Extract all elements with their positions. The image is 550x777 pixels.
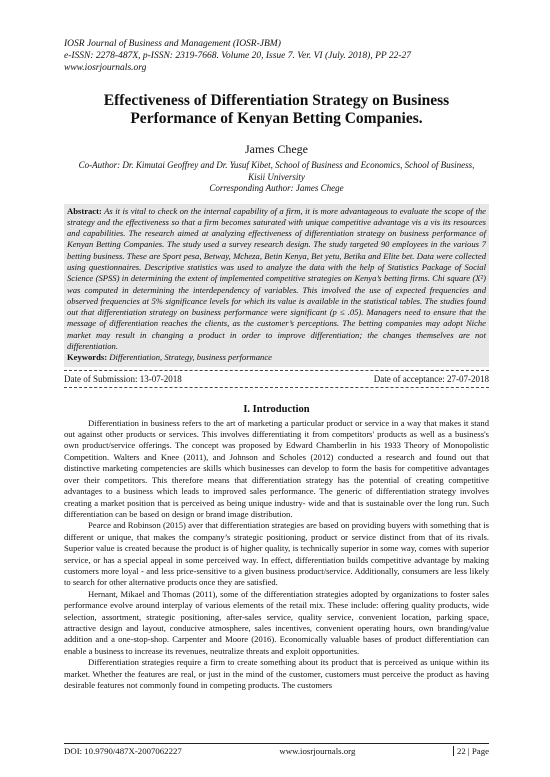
journal-site[interactable]: www.iosrjournals.org xyxy=(64,63,147,73)
paper-author: James Chege xyxy=(245,142,308,156)
journal-name: IOSR Journal of Business and Management (IOSR-JBM) xyxy=(64,39,281,49)
footer-page-number: 22 | Page xyxy=(453,746,489,756)
dates-row xyxy=(64,374,489,384)
paper-page xyxy=(64,38,489,691)
body-paragraph: Hernant, Mikael and Thomas (2011), some of the differentiation strategies adopted by organizations to foster sales performance evolve around interplay of various elements of the retail mix. These include: offering quality products, wide selection, assortment, strategic positioning, after-sales service, quality service, convenient location, parking space, attractive design and layout, conducive atmosphere, sales incentives, convenient operating hours, own branding/value addition and a one-stop-shop. Carpenter and Moore (2016). Economically valuable bases of product differentiation can enable a business to increase its revenues, neutralize threats and exploit opportunities. xyxy=(64,588,489,656)
footer-site[interactable]: www.iosrjournals.org xyxy=(279,746,356,756)
journal-header xyxy=(64,38,489,74)
body-paragraph: Differentiation strategies require a firm to create something about its product that is perceived as unique within its market. Whether the features are real, or just in the mind of the customer, customers must perceive the product as having desirable features not commonly found in competing products. The customers xyxy=(64,657,489,690)
abstract-text: As it is vital to check on the internal capability of a firm, it is more advantageous to evaluate the scope of the strategy and the effectiveness so that a firm becomes saturated with unique competitive advantage vis a vis its resources and capabilities. The research aimed at analyzing effectiveness of differentiation strategy on business performance of Kenyan Betting Companies. The study used a survey research design. The study targeted 90 employees in the various 7 betting business. These are Sport pesa, Betway, Mcheza, Betin Kenya, Bet yetu, Betika and Elite bet. Data were collected using questionnaires. Descriptive statistics was used to analyze the data with the help of Statistics Package of Social Science (SPSS) in determining the extent of implemented competitive strategies on Kenya’s betting firms. Chi square (X²) was computed in determining the interdependency of variables. This involved the use of expected frequencies and observed frequencies at 5% significance levels for which its value is available in the statistical tables. The studies found out that differentiation strategy on business performance were significant (p ≤ .05). Managers need to ensure that the message of differentiation reaches the clients, as the customer’s perceptions. The betting companies may adopt Niche market may result in changing a product in order to improve differentiation; the changes themselves are not differentiation. xyxy=(67,205,486,352)
submission-date: Date of Submission: 13-07-2018 xyxy=(64,373,182,384)
acceptance-date: Date of acceptance: 27-07-2018 xyxy=(373,373,489,384)
keywords xyxy=(67,352,486,363)
author-affiliation xyxy=(64,160,489,195)
abstract-label: Abstract: xyxy=(67,205,102,216)
corresponding-author: Corresponding Author: James Chege xyxy=(209,183,344,193)
affiliation-line: Co-Author: Dr. Kimutai Geoffrey and Dr. Yusuf Kibet, School of Business and Economics, School of Business, xyxy=(78,160,475,170)
abstract xyxy=(67,206,486,353)
journal-issn: e-ISSN: 2278-487X, p-ISSN: 2319-7668. Volume 20, Issue 7. Ver. VI (July. 2018), PP 22-27 xyxy=(64,51,412,61)
divider xyxy=(64,370,489,371)
body-paragraph: Differentiation in business refers to the art of marketing a particular product or service in a way that makes it stand out against other products or services. This involves differentiating it from competitors' products as well as a business's own product/service offerings. The concept was proposed by Edward Chamberlin in his 1933 Theory of Monopolistic Competition. Walters and Knee (2011), and Johnson and Scholes (2012) conducted a research and found out that distinctive marketing competencies are skills which businesses can develop to form the basis for competitive advantages over their competitors. This therefore means that differentiation strategy has the potential of creating competitive advantages to a business which leads to improved sales performance. The generic of differentiation strategy involves creating a market position that is perceived as being unique industry- wide and that is sustainable over the long run. Such differentiation can be based on design or brand image distribution. xyxy=(64,417,489,519)
footer-doi: DOI: 10.9790/487X-2007062227 xyxy=(64,746,182,756)
affiliation-line: Kisii University xyxy=(248,171,305,182)
keywords-label: Keywords: xyxy=(67,352,108,363)
page-footer xyxy=(64,743,489,756)
paper-title: Effectiveness of Differentiation Strategy on Business Performance of Kenyan Betting Companies. xyxy=(103,92,450,127)
section-body xyxy=(64,418,489,692)
abstract-box xyxy=(64,204,489,367)
keywords-text: Differentiation, Strategy, business performance xyxy=(109,352,272,363)
section-heading: I. Introduction xyxy=(243,403,310,415)
divider xyxy=(64,387,489,388)
body-paragraph: Pearce and Robinson (2015) aver that differentiation strategies are based on providing buyers with something that is different or unique, that makes the company’s strategic positioning, product or service distinct from that of its rivals. Superior value is created because the product is of higher quality, is technically superior in some way, comes with superior service, or has a special appeal in some perceived way. In effect, differentiation builds competitive advantage by making customers more loyal - and less price-sensitive to a given business product/service. Additionally, consumers are less likely to search for other alternative products once they are satisfied. xyxy=(64,520,489,588)
